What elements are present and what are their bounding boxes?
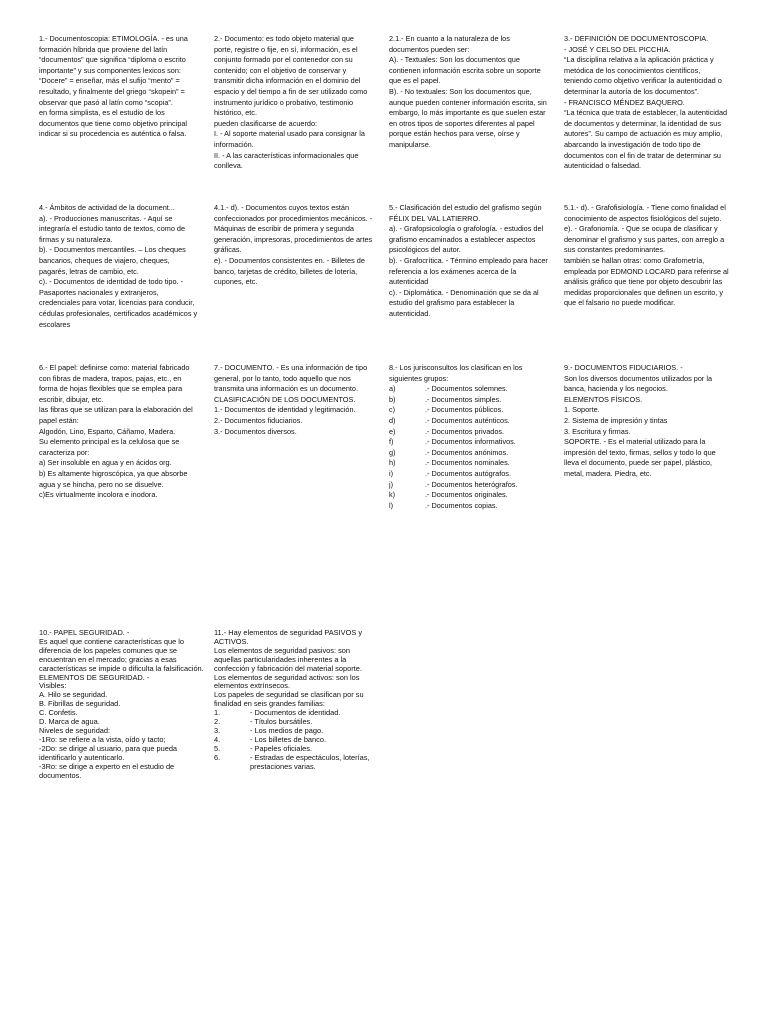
list-item: e) .- Documentos privados. xyxy=(389,426,505,436)
paragraph: SOPORTE. - Es el material utilizado para la impresión del texto, firmas, sellos y todo lo que lleva el documento, puede ser papel, plástico, metal, madera. Piedra, etc. xyxy=(564,437,716,478)
section-etimologia xyxy=(39,34,199,140)
list-item: 2. - Títulos bursátiles. xyxy=(214,717,313,727)
paragraph: I. - Al soporte material usado para consignar la información. xyxy=(214,129,365,149)
paragraph: 2.1.- En cuanto a la naturaleza de los documentos pueden ser: xyxy=(389,34,510,54)
list-item: a) .- Documentos solemnes. xyxy=(389,384,508,394)
paragraph: 3.- Documentos diversos. xyxy=(214,426,297,436)
paragraph: -2Do: se dirige al usuario, para que pueda identificarlo y autenticarlo. xyxy=(39,743,178,762)
paragraph: e). - Grafonomía. - Que se ocupa de clasificar y denominar el grafismo y sus partes, con arreglo a sus constantes predominantes. xyxy=(564,224,725,255)
list-item: 5. - Papeles oficiales. xyxy=(214,743,313,753)
paragraph: A). - Textuales: Son los documentos que contienen información escrita sobre un soporte que es el papel. xyxy=(389,55,541,86)
paragraph: 4.- Ámbitos de actividad de la document... xyxy=(39,203,175,212)
list-item: k) .- Documentos originales. xyxy=(389,490,508,500)
paragraph: “La técnica que trata de establecer, la autenticidad de documentos y determinar, la identidad de sus autores”. Su campo de actuación es muy amplio, abarcando la investigación de todo tipo de documentos con el fin de tratar de determinar su autenticidad o falsedad. xyxy=(564,108,728,171)
paragraph: 9.- DOCUMENTOS FIDUCIARIOS. - xyxy=(564,363,683,372)
paragraph: “La disciplina relativa a la aplicación práctica y metódica de los conocimientos científicos, teniendo como objetivo verificar la autenticidad o determinar la autoría de los documentos”. xyxy=(564,55,722,96)
paragraph: c). - Documentos de identidad de todo tipo. - Pasaportes nacionales y extranjeros, credenciales para votar, licencias para conducir, cédulas profesionales, certificados académicos y escolares xyxy=(39,277,198,329)
list-item: c) .- Documentos públicos. xyxy=(389,405,504,415)
list-item: f) .- Documentos informativos. xyxy=(389,437,516,447)
list-item: 1. - Documentos de identidad. xyxy=(214,708,341,718)
paragraph: b). - Grafocrítica. - Término empleado para hacer referencia a los exámenes acerca de la autenticidad xyxy=(389,255,548,287)
paragraph: 2.- Documento: es todo objeto material que porte, registre o fije, en sí, información, es el conjunto formado por el contenedor con su contenido; con el objetivo de conservar y transmitir dicha información en el dominio del espacio y del tiempo a fin de ser utilizado como instrumento jurídico o probativo, testimonio histórico, etc. xyxy=(214,34,368,118)
paragraph: en forma simplista, es el estudio de los documentos que tiene como objetivo principal indicar si su procedencia es auténtica o falsa. xyxy=(39,108,188,139)
paragraph: ELEMENTOS DE SEGURIDAD. - xyxy=(39,672,150,682)
list-item: i) .- Documentos autógrafos. xyxy=(389,468,511,478)
paragraph: Los papeles de seguridad se clasifican por su finalidad en seis grandes familias: xyxy=(214,690,364,709)
paragraph: - JOSÉ Y CELSO DEL PICCHIA. xyxy=(564,44,671,54)
section-ambitos-continuacion xyxy=(214,203,374,288)
list-item: h) .- Documentos nominales. xyxy=(389,458,510,468)
paragraph: b). - Documentos mercantiles. – Los cheques bancarios, cheques de viajero, cheques, pagarés, letras de cambio, etc. xyxy=(39,245,186,276)
paragraph: b) Es altamente higroscópica, ya que absorbe agua y se hincha, pero no se disuelve. xyxy=(39,468,188,489)
paragraph: Los elementos de seguridad pasivos: son aquellas particularidades inherentes a la confección y fabricación del material soporte. xyxy=(214,645,362,673)
paragraph: C. Confetis. xyxy=(39,708,78,718)
paragraph: CLASIFICACIÓN DE LOS DOCUMENTOS. xyxy=(214,394,356,404)
paragraph: 11.- Hay elementos de seguridad PASIVOS y ACTIVOS. xyxy=(214,628,363,646)
list-item: 4. - Los billetes de banco. xyxy=(214,734,327,744)
paragraph: 1. Soporte. xyxy=(564,405,600,415)
section-elementos-seguridad xyxy=(214,629,376,772)
section-grafofisiologia xyxy=(564,203,729,309)
paragraph: a) Ser insoluble en agua y en ácidos org. xyxy=(39,458,172,468)
paragraph: 3.- DEFINICIÓN DE DOCUMENTOSCOPIA. xyxy=(564,34,709,43)
section-papel xyxy=(39,363,199,501)
paragraph: 10.- PAPEL SEGURIDAD. - xyxy=(39,628,130,637)
paragraph: 5.- Clasificación del estudio del grafismo según FÉLIX DEL VAL LATIERRO. xyxy=(389,203,542,223)
list-item: d) .- Documentos auténticos. xyxy=(389,415,510,425)
paragraph: 4.1.- d). - Documentos cuyos textos están confeccionados por procedimientos mecánicos. - Máquinas de escribir de primera y segunda generación, impresoras, procedimientos de artes gráficas. xyxy=(214,203,373,255)
paragraph: las fibras que se utilizan para la elaboración del papel están: xyxy=(39,405,193,425)
section-naturaleza-documentos xyxy=(389,34,551,151)
paragraph: Son los diversos documentos utilizados por la banca, hacienda y los negocios. xyxy=(564,373,713,394)
paragraph: 3. Escritura y firmas. xyxy=(564,426,631,436)
section-ambitos-actividad xyxy=(39,203,199,330)
section-documentos-fiduciarios xyxy=(564,363,729,480)
paragraph: a). - Producciones manuscritas. - Aquí se integraría el estudio tanto de textos, como de firmas y su naturaleza. xyxy=(39,213,186,244)
section-clasificacion-documentos xyxy=(214,363,374,437)
paragraph: Es aquel que contiene características que lo diferencia de los papeles comunes que se encuentran en el mercado; gracias a esas características se impide o dificulta la falsificación. xyxy=(39,636,204,673)
paragraph: Niveles de seguridad: xyxy=(39,725,111,735)
paragraph: Los elementos de seguridad activos: son los elementos extrínsecos. xyxy=(214,672,360,691)
section-definicion-documentoscopia xyxy=(564,34,729,172)
paragraph: Su elemento principal es la celulosa que se caracteriza por: xyxy=(39,437,180,457)
paragraph: -3Ro: se dirige a experto en el estudio de documentos. xyxy=(39,761,175,780)
paragraph: 2.- Documentos fiduciarios. xyxy=(214,415,303,425)
paragraph: a). - Grafopsicología o grafología. - estudios del grafismo encaminados a establecer aspectos psicológicos del autor. xyxy=(389,224,544,255)
list-item: g) .- Documentos anónimos. xyxy=(389,447,509,457)
section-papel-seguridad xyxy=(39,629,207,780)
paragraph: -1Ro: se refiere a la vista, oído y tacto; xyxy=(39,734,166,744)
list-item: 6. - Estradas de espectáculos, loterías, prestaciones varias. xyxy=(214,752,370,771)
paragraph: - FRANCISCO MÉNDEZ BAQUERO. xyxy=(564,97,685,107)
paragraph: Algodón, Lino, Esparto, Cáñamo, Madera. xyxy=(39,426,176,436)
paragraph: 7.- DOCUMENTO. - Es una información de tipo general, por lo tanto, todo aquello que nos transmita una información es un documento. xyxy=(214,363,368,394)
section-clasificacion-grafismo xyxy=(389,203,551,320)
paragraph: también se hallan otras: como Grafometría, empleada por EDMOND LOCARD para referirse al análisis gráfico que tiene por objeto descubrir las medidas proporcionales que definen un escrito, y que el falsario no puede modificar. xyxy=(564,255,729,308)
paragraph: B). - No textuales: Son los documentos que, aunque pueden contener información escrita, sin embargo, lo más importante es que suelen estar en otros tipos de soportes diferentes al papel porque están hechos para verse, oírse y manipularse. xyxy=(389,86,547,149)
list-item: 3. - Los medios de pago. xyxy=(214,725,324,735)
list-item: j) .- Documentos heterógrafos. xyxy=(389,479,518,489)
list-item: b) .- Documentos simples. xyxy=(389,394,502,404)
paragraph: D. Marca de agua. xyxy=(39,717,100,727)
paragraph: 5.1.- d). - Grafofisiología. - Tiene como finalidad el conocimiento de aspectos fisiológicos del sujeto. xyxy=(564,203,726,223)
paragraph: c). - Diplomática. - Denominación que se da al estudio del grafismo para establecer la autenticidad. xyxy=(389,287,539,318)
paragraph: A. Hilo se seguridad. xyxy=(39,690,108,700)
paragraph: B. Fibrillas de seguridad. xyxy=(39,699,121,709)
paragraph: 8.- Los jurisconsultos los clasifican en los siguientes grupos: xyxy=(389,363,523,383)
section-jurisconsultos xyxy=(389,363,551,511)
paragraph: Visibles: xyxy=(39,681,67,691)
paragraph: II. - A las características informacionales que conlleva. xyxy=(214,150,359,171)
section-documento xyxy=(214,34,374,172)
paragraph: 1.- Documentoscopia: ETIMOLOGÍA. - es una formación híbrida que proviene del latín “documentos” que significa “diploma o escrito importante” y sus componentes lexicos son: “Docere” = enseñar, más el sufijo “mento” = resultado, y finalmente del griego “skopein” = observar que pasó al latín como “scopia”. xyxy=(39,34,188,107)
paragraph: 1.- Documentos de identidad y legitimación. xyxy=(214,405,356,415)
paragraph: 2. Sistema de impresión y tintas xyxy=(564,415,668,425)
paragraph: ELEMENTOS FÍSICOS. xyxy=(564,394,643,404)
paragraph: 6.- El papel: definirse como: material fabricado con fibras de madera, trapos, pajas, etc., en forma de hojas flexibles que se emplea para escribir, dibujar, etc. xyxy=(39,363,190,404)
paragraph: c)Es virtualmente incolora e inodora. xyxy=(39,490,158,500)
paragraph: e). - Documentos consistentes en. - Billetes de banco, tarjetas de crédito, billetes de lotería, cupones, etc. xyxy=(214,255,365,287)
paragraph: pueden clasificarse de acuerdo: xyxy=(214,118,318,128)
list-item: l) .- Documentos copias. xyxy=(389,500,498,510)
